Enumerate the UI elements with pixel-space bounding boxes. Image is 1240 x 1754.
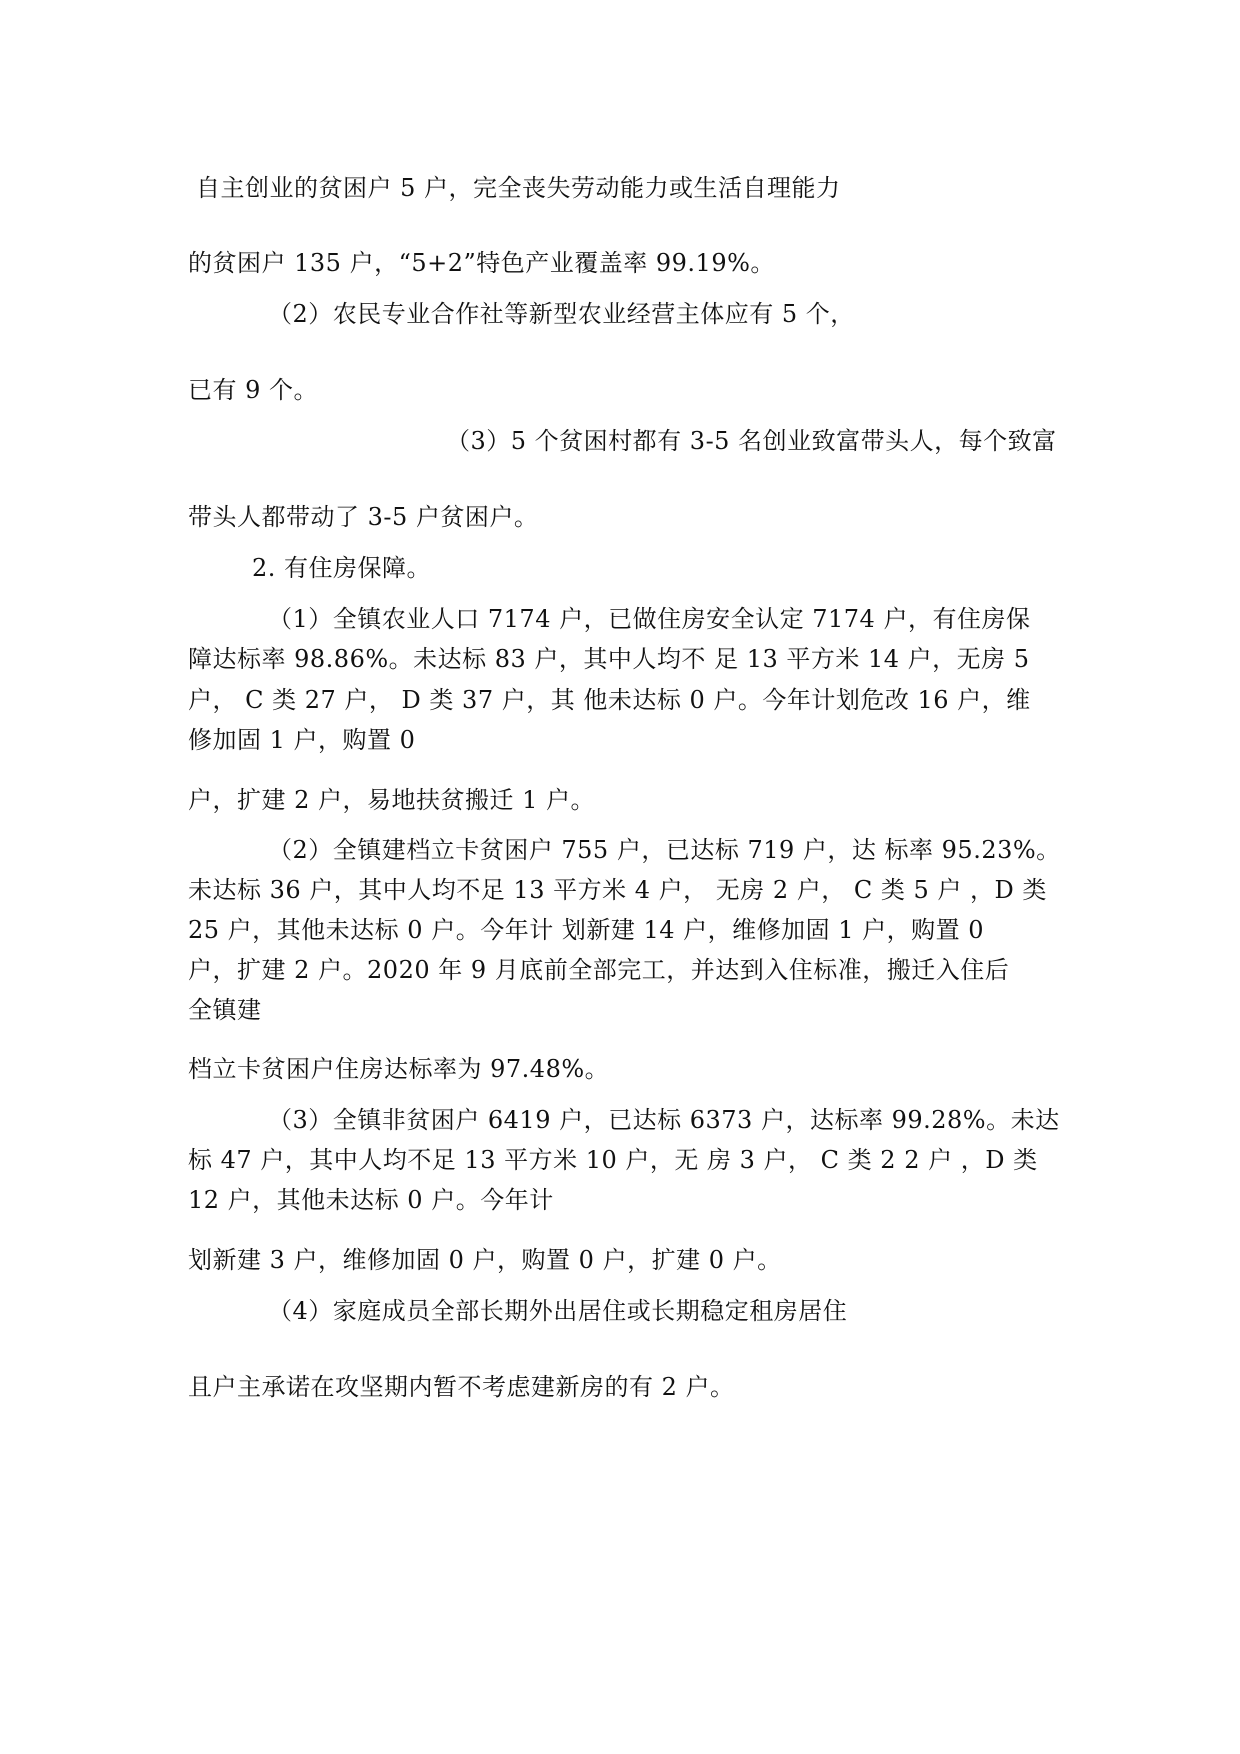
text-line: 自主创业的贫困户 5 户，完全丧失劳动能力或生活自理能力 bbox=[196, 174, 841, 202]
text-line: 户，扩建 2 户。2020 年 9 月底前全部完工，并达到入住标准，搬迁入住后 bbox=[188, 956, 1010, 984]
text-line: （3）全镇非贫困户 6419 户，已达标 6373 户，达标率 99.28%。未达 bbox=[268, 1106, 1060, 1134]
text-line: （2）农民专业合作社等新型农业经营主体应有 5 个， bbox=[268, 300, 855, 328]
text-line: 且户主承诺在攻坚期内暂不考虑建新房的有 2 户。 bbox=[188, 1373, 735, 1401]
text-line: （3）5 个贫困村都有 3-5 名创业致富带头人，每个致富 bbox=[446, 427, 1057, 455]
text-line: 25 户，其他未达标 0 户。今年计 划新建 14 户，维修加固 1 户，购置 0 bbox=[188, 916, 985, 944]
text-line: 户，扩建 2 户，易地扶贫搬迁 1 户。 bbox=[188, 786, 596, 814]
text-line: 划新建 3 户，维修加固 0 户，购置 0 户，扩建 0 户。 bbox=[188, 1246, 782, 1274]
text-line: （1）全镇农业人口 7174 户，已做住房安全认定 7174 户，有住房保 bbox=[268, 605, 1031, 633]
text-line: 的贫困户 135 户，“5+2”特色产业覆盖率 99.19%。 bbox=[188, 249, 775, 277]
text-line: 未达标 36 户，其中人均不足 13 平方米 4 户， 无房 2 户， C 类 5 户 ，D 类 bbox=[188, 876, 1047, 904]
text-line: 户， C 类 27 户， D 类 37 户，其 他未达标 0 户。今年计划危改 16 户，维 bbox=[188, 686, 1031, 714]
text-line: 标 47 户，其中人均不足 13 平方米 10 户，无 房 3 户， C 类 2 2 户 ，D 类 bbox=[188, 1146, 1038, 1174]
section-heading: 2. 有住房保障。 bbox=[252, 554, 432, 582]
text-line: 修加固 1 户，购置 0 bbox=[188, 726, 416, 754]
text-line: 12 户，其他未达标 0 户。今年计 bbox=[188, 1186, 554, 1214]
text-line: （2）全镇建档立卡贫困户 755 户，已达标 719 户，达 标率 95.23%。 bbox=[268, 836, 1061, 864]
text-line: 带头人都带动了 3-5 户贫困户。 bbox=[188, 503, 539, 531]
text-line: 障达标率 98.86%。未达标 83 户，其中人均不 足 13 平方米 14 户，无房 5 bbox=[188, 645, 1030, 673]
text-line: （4）家庭成员全部长期外出居住或长期稳定租房居住 bbox=[268, 1297, 848, 1325]
text-line: 全镇建 bbox=[188, 996, 262, 1024]
text-line: 档立卡贫困户住房达标率为 97.48%。 bbox=[188, 1055, 610, 1083]
text-line: 已有 9 个。 bbox=[188, 376, 319, 404]
